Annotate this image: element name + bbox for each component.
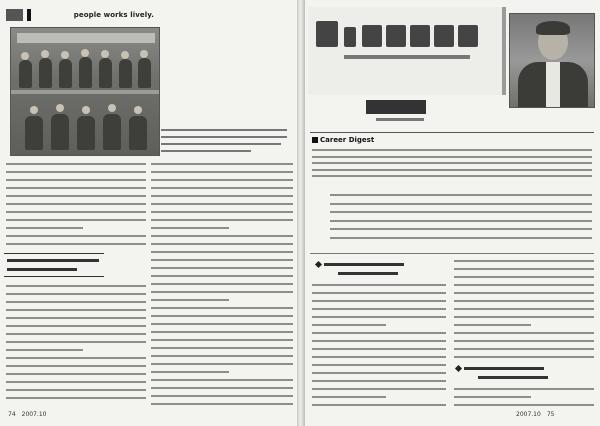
text-line [312,324,386,326]
text-line [151,371,229,373]
text-line [454,300,594,302]
text-line [454,348,594,350]
series-tag [6,9,23,21]
series-english-title: people works lively. [73,11,155,19]
group-photo [10,27,160,156]
text-line [454,396,531,398]
text-line [454,292,594,294]
text-line [151,299,229,301]
text-line [151,339,293,341]
text-line [151,211,293,213]
text-line [312,356,446,358]
text-line [6,325,146,327]
text-line [312,300,446,302]
text-line [151,347,293,349]
series-header [6,8,154,22]
text-line [151,323,293,325]
issue-date: 2007.10 [516,411,541,418]
text-line [330,228,592,230]
text-line [312,292,446,294]
text-line [6,333,146,335]
text-line [454,356,594,358]
text-line [454,284,594,286]
text-line [151,267,293,269]
text-line [312,348,446,350]
text-line [6,357,146,359]
text-line [6,235,146,237]
section-heading-2 [456,366,566,382]
text-line [454,260,594,262]
photo-banner [17,33,155,43]
text-line [151,219,293,221]
text-line [454,276,594,278]
page-number: 74 [8,411,16,418]
text-line [312,156,592,158]
text-line [312,149,592,151]
left-page [0,0,298,426]
text-line [6,219,146,221]
text-line [151,195,293,197]
text-line [312,162,592,164]
text-line [454,404,594,406]
text-line [6,187,146,189]
text-line [312,175,592,177]
text-line [151,251,293,253]
text-line [454,332,594,334]
series-title [27,9,70,21]
text-line [151,203,293,205]
text-line [6,389,146,391]
body-text-column-1-top [6,161,146,249]
text-line [151,291,293,293]
lead-paragraph [330,192,592,242]
text-line [151,331,293,333]
right-page [304,0,600,426]
divider [310,253,594,254]
text-line [6,397,146,399]
person-name [336,100,486,126]
text-line [454,388,594,390]
text-line [151,259,293,261]
text-line [151,307,293,309]
text-line [6,293,146,295]
text-line [6,365,146,367]
text-line [151,355,293,357]
body-text-column-2 [454,258,594,406]
text-line [454,340,594,342]
body-text-column-1-bottom [6,283,146,406]
text-line [151,235,293,237]
text-line [151,227,229,229]
text-line [6,309,146,311]
text-line [151,179,293,181]
text-line [312,308,446,310]
career-digest-heading: Career Digest [312,136,374,144]
text-line [151,243,293,245]
text-line [151,187,293,189]
text-line [454,308,594,310]
folio-left [8,411,46,418]
folio-right [516,411,554,418]
text-line [151,379,293,381]
photo-caption [161,127,291,157]
text-line [151,395,293,397]
text-line [312,372,446,374]
text-line [6,195,146,197]
text-line [6,243,146,245]
text-line [151,315,293,317]
text-line [330,220,592,222]
text-line [312,388,446,390]
section-subhead-left [4,253,104,277]
career-digest [310,132,594,182]
text-line [151,403,293,405]
text-line [330,237,592,239]
text-line [151,387,293,389]
text-line [330,194,592,196]
text-line [151,283,293,285]
text-line [6,349,83,351]
text-line [454,268,594,270]
square-bullet-icon [312,137,318,143]
text-line [454,324,531,326]
text-line [6,211,146,213]
text-line [6,203,146,205]
text-line [330,203,592,205]
text-line [6,163,146,165]
text-line [312,364,446,366]
text-line [151,363,293,365]
text-line [312,169,592,171]
section-heading-1 [316,262,416,278]
text-line [312,316,446,318]
page-number: 75 [546,411,555,418]
body-text-column-2 [151,161,293,406]
headline-box [308,7,506,95]
text-line [6,171,146,173]
text-line [6,285,146,287]
text-line [454,316,594,318]
text-line [312,284,446,286]
text-line [6,373,146,375]
headline-subtitle [344,55,470,59]
text-line [312,380,446,382]
headline [316,21,494,47]
text-line [6,301,146,303]
text-line [151,275,293,277]
text-line [151,171,293,173]
issue-date: 2007.10 [21,411,47,418]
text-line [312,404,446,406]
text-line [6,341,146,343]
text-line [151,163,293,165]
text-line [6,317,146,319]
text-line [6,227,83,229]
text-line [312,396,386,398]
text-line [330,211,592,213]
portrait-photo [509,13,595,108]
text-line [312,332,446,334]
body-text-column-1 [312,258,446,406]
text-line [312,340,446,342]
text-line [6,179,146,181]
text-line [6,381,146,383]
